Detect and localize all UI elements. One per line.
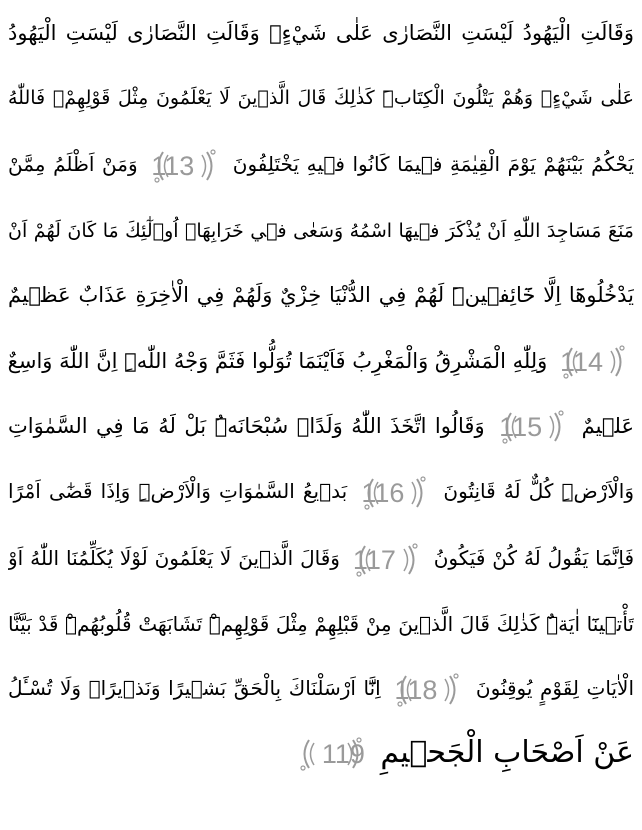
verse-number: 117 [352,544,396,575]
verse-number-marker [151,146,219,186]
verse-number: 115 [499,412,543,442]
verse-text: يَحْكُمُ بَيْنَهُمْ يَوْمَ الْقِيٰمَةِ ف۪يمَا كَانُوا ف۪يهِ يَخْتَلِفُونَ [225,152,634,176]
verse-line [8,67,634,129]
verse-line [8,395,634,457]
verse-line [8,593,634,655]
verse-text: اِنَّٓا اَرْسَلْنَاكَ بِالْحَقِّ بَش۪يرًا وَنَذ۪يرًاۙ وَلَا تُسْـَٔلُ [8,676,389,700]
verse-line [8,657,634,719]
verse-text: تَأْت۪ينَٓا اٰيَةٌۜ كَذٰلِكَ قَالَ الَّذ۪ينَ مِنْ قَبْلِهِمْ مِثْلَ قَوْلِهِمْۜ تَشَابَهَتْ قُلُوبُهُمْۜ قَدْ بَيَّنَّا [8,612,634,636]
verse-text: وَقَالَتِ الْيَهُودُ لَيْسَتِ النَّصَارٰى عَلٰى شَيْءٍۖ وَقَالَتِ النَّصَارٰى لَيْسَتِ الْيَهُودُ [8,21,634,45]
verse-text: وَقَالَ الَّذ۪ينَ لَا يَعْلَمُونَ لَوْلَا يُكَلِّمُنَا اللّٰهُ اَوْ [8,546,347,570]
verse-number-marker [297,734,365,774]
verse-line [8,200,634,262]
verse-number-marker [499,407,567,447]
verse-text: عَنْ اَصْحَابِ الْجَح۪يمِ [370,735,634,770]
verse-number-marker [353,540,421,580]
verse-text: وَالْاَرْضِۜ كُلٌّ لَهُ قَانِتُونَ [435,479,634,503]
verse-line [8,722,634,784]
verse-number: 118 [394,674,438,705]
verse-text: بَد۪يعُ السَّمٰوَاتِ وَالْاَرْضِۜ وَاِذَا قَضٰٓى اَمْرًا [8,479,356,503]
verse-line [8,330,634,392]
verse-number: 119 [321,738,365,769]
verse-text: وَقَالُوا اتَّخَذَ اللّٰهُ وَلَدًاۙ سُبْحَانَهُۜ بَلْ لَهُ مَا فِي السَّمٰوَاتِ [8,414,494,438]
verse-line [8,264,634,326]
verse-text: عَل۪يمٌ [573,414,634,438]
verse-number: 116 [361,477,405,508]
verse-text: وَمَنْ اَظْلَمُ مِمَّنْ [8,152,146,176]
verse-text: مَنَعَ مَسَاجِدَ اللّٰهِ اَنْ يُذْكَرَ ف۪يهَا اسْمُهُ وَسَعٰى ف۪ي خَرَابِهَاۜ اُو۬لٰٓئِكَ مَا كَانَ لَهُمْ اَنْ [8,220,634,242]
verse-line [8,2,634,64]
verse-text: وَلِلّٰهِ الْمَشْرِقُ وَالْمَغْرِبُ فَاَيْنَمَا تُوَلُّوا فَثَمَّ وَجْهُ اللّٰهِۜ اِنَّ اللّٰهَ وَاسِعٌ [8,349,554,373]
verse-line [8,133,634,195]
verse-text: يَدْخُلُوهَٓا اِلَّا خَٓائِف۪ينَۜ لَهُمْ فِي الدُّنْيَا خِزْيٌ وَلَهُمْ فِي الْاٰخِرَةِ عَذَابٌ عَظ۪يمٌ [8,283,634,307]
verse-text: عَلٰى شَيْءٍۙ وَهُمْ يَتْلُونَ الْكِتَابَۜ كَذٰلِكَ قَالَ الَّذ۪ينَ لَا يَعْلَمُونَ مِثْلَ قَوْلِهِمْۚ فَاللّٰهُ [8,87,634,109]
verse-number: 113 [151,150,195,181]
verse-text: الْاٰيَاتِ لِقَوْمٍ يُوقِنُونَ [468,676,634,700]
verse-line [8,527,634,589]
verse-text: فَاِنَّمَا يَقُولُ لَهُ كُنْ فَيَكُونُ [426,546,634,570]
verse-number-marker [394,670,462,710]
verse-number-marker [560,342,628,382]
verse-line [8,460,634,522]
verse-number: 114 [560,347,604,377]
verse-number-marker [361,473,429,513]
